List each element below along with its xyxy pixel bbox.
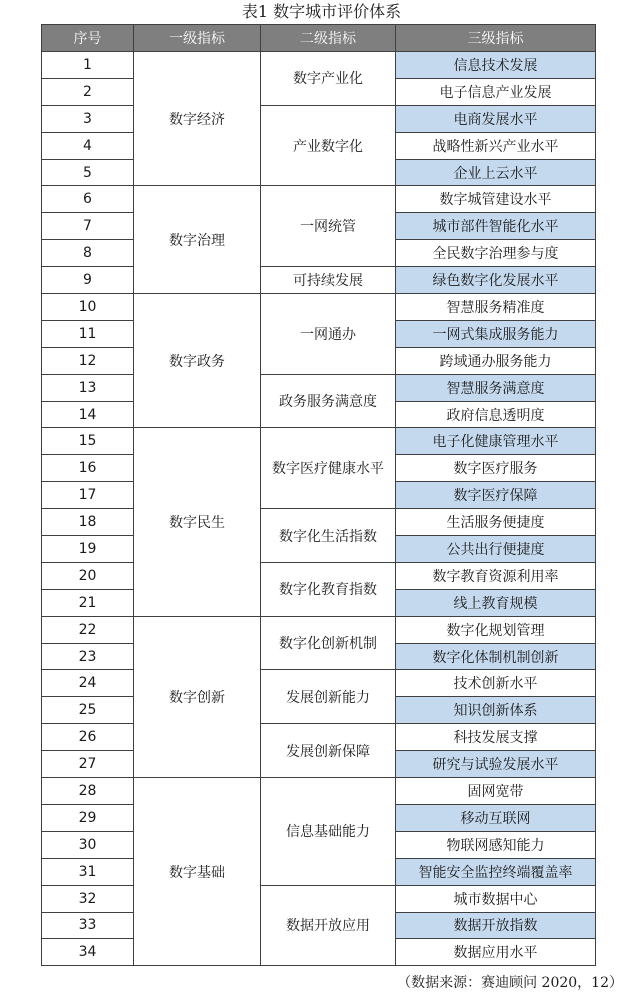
level3-indicator: 数字化体制机制创新 [396, 643, 596, 670]
level3-indicator: 科技发展支撑 [396, 724, 596, 751]
table-row [42, 885, 596, 912]
level3-indicator: 企业上云水平 [396, 159, 596, 186]
level3-indicator: 技术创新水平 [396, 670, 596, 697]
table-row [42, 616, 596, 643]
table-title: 表1 数字城市评价体系 [241, 2, 402, 21]
row-index: 26 [42, 724, 134, 751]
level1-indicator: 数字政务 [134, 294, 261, 428]
row-index: 27 [42, 751, 134, 778]
row-index: 9 [42, 267, 134, 294]
level2-indicator: 发展创新保障 [261, 724, 396, 778]
level3-indicator: 全民数字治理参与度 [396, 240, 596, 267]
level2-indicator: 数据开放应用 [261, 885, 396, 966]
level3-indicator: 跨域通办服务能力 [396, 347, 596, 374]
row-index: 16 [42, 455, 134, 482]
level3-indicator: 物联网感知能力 [396, 831, 596, 858]
level2-indicator: 政务服务满意度 [261, 374, 396, 428]
level2-indicator: 信息基础能力 [261, 778, 396, 886]
level3-indicator: 智慧服务精准度 [396, 294, 596, 321]
level1-indicator: 数字民生 [134, 428, 261, 616]
level3-indicator: 电子信息产业发展 [396, 78, 596, 105]
level3-indicator: 数字教育资源利用率 [396, 562, 596, 589]
row-index: 6 [42, 186, 134, 213]
level3-indicator: 研究与试验发展水平 [396, 751, 596, 778]
level3-indicator: 信息技术发展 [396, 52, 596, 79]
table-body [42, 52, 596, 966]
row-index: 11 [42, 320, 134, 347]
level3-indicator: 移动互联网 [396, 804, 596, 831]
level3-indicator: 城市数据中心 [396, 885, 596, 912]
row-index: 24 [42, 670, 134, 697]
level2-indicator: 数字化创新机制 [261, 616, 396, 670]
level1-indicator: 数字创新 [134, 616, 261, 777]
level3-indicator: 公共出行便捷度 [396, 536, 596, 563]
level3-indicator: 绿色数字化发展水平 [396, 267, 596, 294]
row-index: 1 [42, 52, 134, 79]
header-row [42, 25, 596, 52]
level2-indicator: 一网通办 [261, 294, 396, 375]
row-index: 14 [42, 401, 134, 428]
level2-indicator: 数字医疗健康水平 [261, 428, 396, 509]
header-index: 序号 [42, 25, 134, 52]
level2-indicator: 发展创新能力 [261, 670, 396, 724]
table-row [42, 509, 596, 536]
row-index: 23 [42, 643, 134, 670]
level3-indicator: 数字城管建设水平 [396, 186, 596, 213]
table-row [42, 562, 596, 589]
table-row [42, 778, 596, 805]
row-index: 10 [42, 294, 134, 321]
row-index: 31 [42, 858, 134, 885]
row-index: 29 [42, 804, 134, 831]
table-row [42, 374, 596, 401]
level3-indicator: 线上教育规模 [396, 589, 596, 616]
evaluation-table [41, 24, 596, 966]
level2-indicator: 一网统管 [261, 186, 396, 267]
level3-indicator: 智能安全监控终端覆盖率 [396, 858, 596, 885]
level2-indicator: 产业数字化 [261, 105, 396, 186]
level3-indicator: 电子化健康管理水平 [396, 428, 596, 455]
level3-indicator: 城市部件智能化水平 [396, 213, 596, 240]
level1-indicator: 数字治理 [134, 186, 261, 294]
row-index: 12 [42, 347, 134, 374]
row-index: 30 [42, 831, 134, 858]
table-row [42, 186, 596, 213]
level3-indicator: 战略性新兴产业水平 [396, 132, 596, 159]
row-index: 17 [42, 482, 134, 509]
level3-indicator: 智慧服务满意度 [396, 374, 596, 401]
row-index: 15 [42, 428, 134, 455]
row-index: 8 [42, 240, 134, 267]
row-index: 21 [42, 589, 134, 616]
level3-indicator: 政府信息透明度 [396, 401, 596, 428]
row-index: 20 [42, 562, 134, 589]
row-index: 2 [42, 78, 134, 105]
row-index: 33 [42, 912, 134, 939]
level1-indicator: 数字基础 [134, 778, 261, 966]
level1-indicator: 数字经济 [134, 52, 261, 186]
level3-indicator: 数字化规划管理 [396, 616, 596, 643]
level3-indicator: 固网宽带 [396, 778, 596, 805]
row-index: 34 [42, 939, 134, 966]
row-index: 25 [42, 697, 134, 724]
level3-indicator: 一网式集成服务能力 [396, 320, 596, 347]
table-row [42, 724, 596, 751]
level3-indicator: 生活服务便捷度 [396, 509, 596, 536]
row-index: 22 [42, 616, 134, 643]
level2-indicator: 可持续发展 [261, 267, 396, 294]
row-index: 19 [42, 536, 134, 563]
level2-indicator: 数字化教育指数 [261, 562, 396, 616]
row-index: 13 [42, 374, 134, 401]
table-row [42, 670, 596, 697]
level2-indicator: 数字产业化 [261, 52, 396, 106]
level3-indicator: 数据应用水平 [396, 939, 596, 966]
table-row [42, 105, 596, 132]
level2-indicator: 数字化生活指数 [261, 509, 396, 563]
level3-indicator: 电商发展水平 [396, 105, 596, 132]
level3-indicator: 数字医疗服务 [396, 455, 596, 482]
source-note: （数据来源：赛迪顾问 2020，12） [397, 975, 623, 991]
row-index: 32 [42, 885, 134, 912]
header-level3: 三级指标 [396, 25, 596, 52]
header-level1: 一级指标 [134, 25, 261, 52]
level3-indicator: 数字医疗保障 [396, 482, 596, 509]
row-index: 28 [42, 778, 134, 805]
level3-indicator: 数据开放指数 [396, 912, 596, 939]
table-row [42, 267, 596, 294]
level3-indicator: 知识创新体系 [396, 697, 596, 724]
table-row [42, 52, 596, 79]
row-index: 7 [42, 213, 134, 240]
row-index: 3 [42, 105, 134, 132]
table-row [42, 294, 596, 321]
row-index: 18 [42, 509, 134, 536]
header-level2: 二级指标 [261, 25, 396, 52]
row-index: 5 [42, 159, 134, 186]
row-index: 4 [42, 132, 134, 159]
table-row [42, 428, 596, 455]
